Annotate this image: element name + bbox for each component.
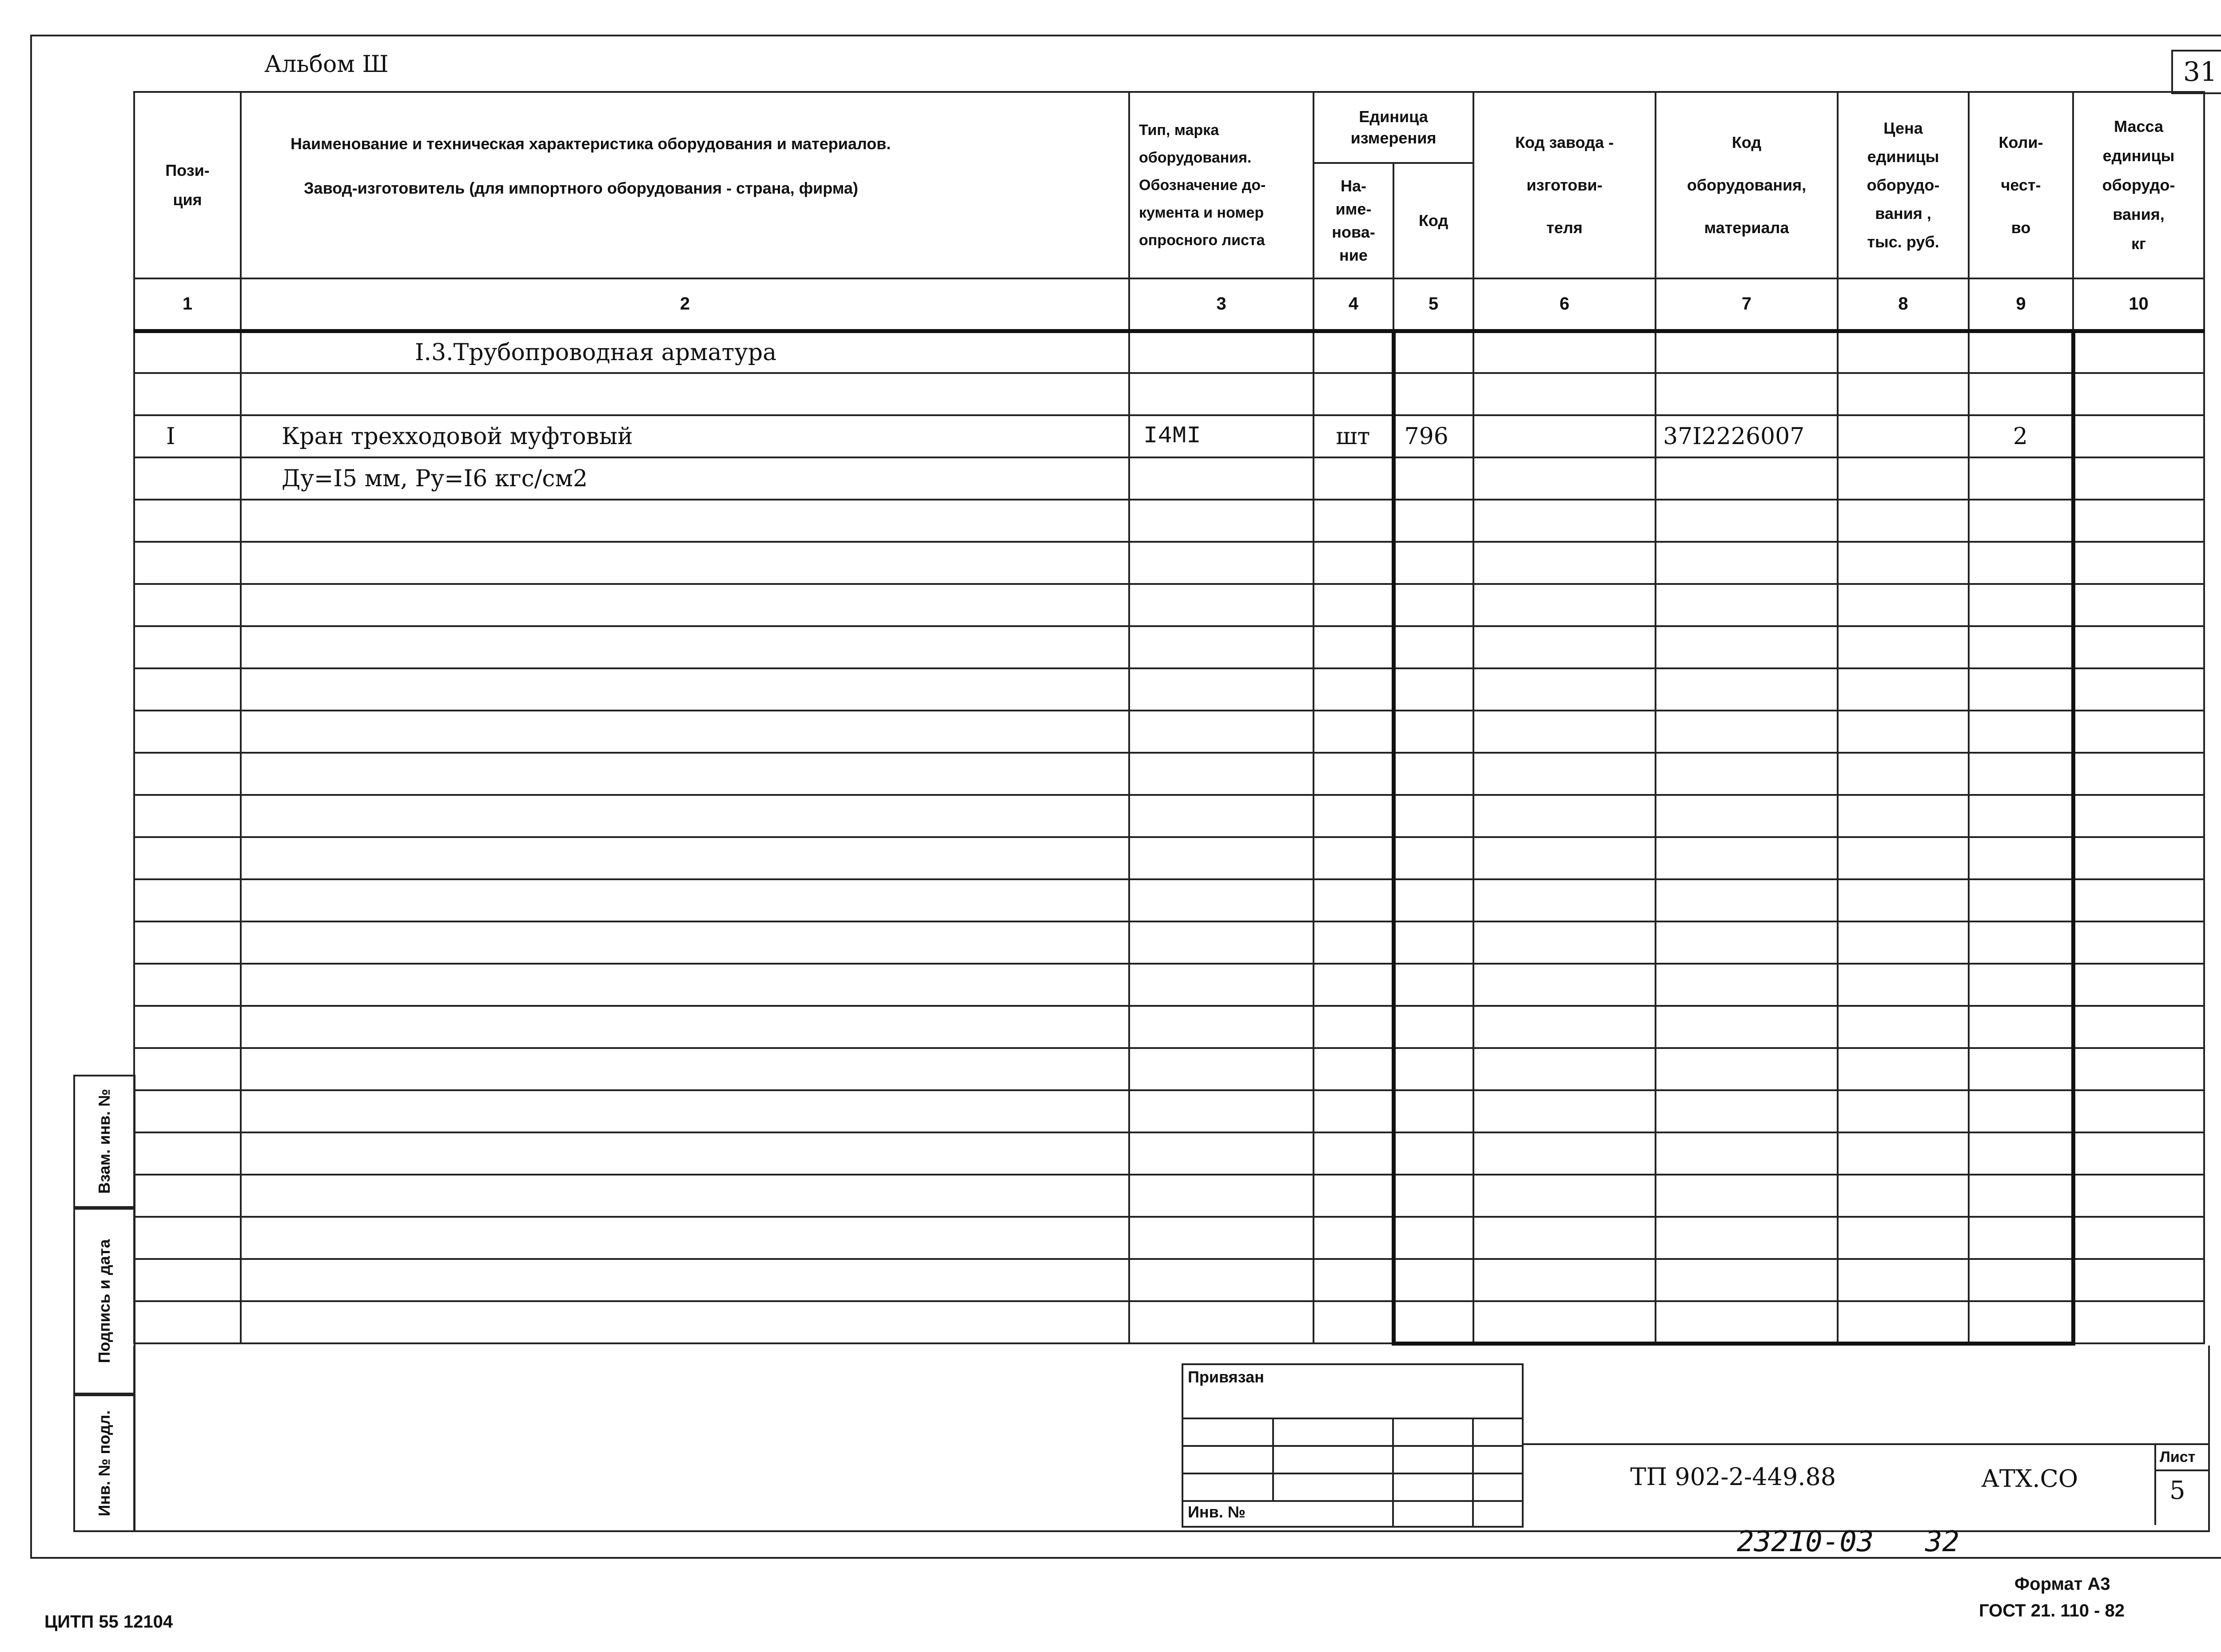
table-row [134, 1132, 2204, 1175]
table-row [134, 668, 2204, 711]
table-row [134, 711, 2204, 753]
header-name: Наименование и техническая характеристика оборудования и материалов. Завод-изготовитель (для импортного оборудования - страна, фирма) [241, 92, 1129, 278]
header-unit-name: На- име- нова- ние [1313, 163, 1393, 278]
table-row [134, 1217, 2204, 1259]
corner-sheet-number: 31 [2171, 50, 2221, 94]
doc-mark: АТХ.СО [1981, 1465, 2078, 1493]
header-equipment-code: Код оборудования, материала [1656, 92, 1838, 278]
header-quantity: Коли- чест- во [1969, 92, 2073, 278]
stamp-privyazan [1182, 1363, 1524, 1528]
handwritten-code: 23210-03 32 [1737, 1525, 1959, 1558]
header-row [134, 92, 2204, 163]
header-type: Тип, марка оборудования. Обозначение до- кумента и номер опросного листа [1129, 92, 1313, 278]
table-row [134, 1048, 2204, 1090]
row-unit: шт [1313, 415, 1393, 457]
table-row [134, 879, 2204, 921]
row-equipment-code: 37I2226007 [1656, 415, 1838, 457]
sheet-label: Лист [2160, 1449, 2196, 1465]
row-quantity: 2 [1969, 415, 2073, 457]
format-label: Формат А3 [2014, 1574, 2110, 1594]
table-row [134, 1175, 2204, 1217]
sheet-box [2154, 1445, 2210, 1525]
row-mass [2073, 415, 2204, 457]
table-row [134, 964, 2204, 1006]
row-price [1838, 415, 1969, 457]
table-row [134, 795, 2204, 837]
printer-label: ЦИТП 55 12104 [44, 1612, 173, 1632]
table-body [134, 331, 2204, 1343]
stamp-inv-label: Инв. № [1188, 1503, 1246, 1521]
table-row [134, 626, 2204, 668]
header-unit-code: Код [1393, 163, 1473, 278]
header-unit: Единица измерения [1313, 92, 1473, 163]
row-unit-code: 796 [1393, 415, 1473, 457]
sheet-number: 5 [2169, 1476, 2185, 1505]
row-factory-code [1473, 415, 1656, 457]
table-row [134, 1006, 2204, 1048]
table-row [134, 415, 2204, 457]
table-row [134, 500, 2204, 542]
row-type: I4MI [1129, 415, 1313, 457]
table-row [134, 542, 2204, 584]
doc-code: ТП 902-2-449.88 [1630, 1463, 1836, 1491]
table-row [134, 373, 2204, 415]
row-position: I [134, 415, 241, 457]
row-name: Кран трехходовой муфтовый [241, 415, 1129, 457]
side-label-podpis: Подпись и дата [73, 1208, 135, 1394]
table-row [134, 331, 2204, 373]
table-row [134, 753, 2204, 795]
row-name-characteristics: Ду=I5 мм, Ру=I6 кгс/см2 [241, 457, 1129, 500]
specification-table [133, 91, 2205, 1346]
album-title: Альбом Ш [264, 51, 389, 78]
side-label-inv: Инв. № подл. [73, 1394, 135, 1532]
section-title: I.3.Трубопроводная арматура [241, 331, 1129, 373]
table-row [134, 837, 2204, 879]
doc-code-block [1524, 1443, 2210, 1532]
gost-label: ГОСТ 21. 110 - 82 [1979, 1601, 2125, 1620]
table-row [134, 584, 2204, 626]
table-row [134, 921, 2204, 964]
column-numbers-row: 1 2 3 4 5 6 7 8 9 10 [134, 278, 2204, 331]
side-label-vzam: Взам. инв. № [73, 1075, 135, 1208]
table-row [134, 1259, 2204, 1301]
header-mass: Масса единицы оборудо- вания, кг [2073, 92, 2204, 278]
stamp-privyazan-label: Привязан [1188, 1368, 1264, 1386]
table-row [134, 1090, 2204, 1132]
table-row [134, 457, 2204, 500]
header-position: Пози- ция [134, 92, 241, 278]
header-factory-code: Код завода - изготови- теля [1473, 92, 1656, 278]
header-price: Цена единицы оборудо- вания , тыс. руб. [1838, 92, 1969, 278]
table-row [134, 1301, 2204, 1343]
